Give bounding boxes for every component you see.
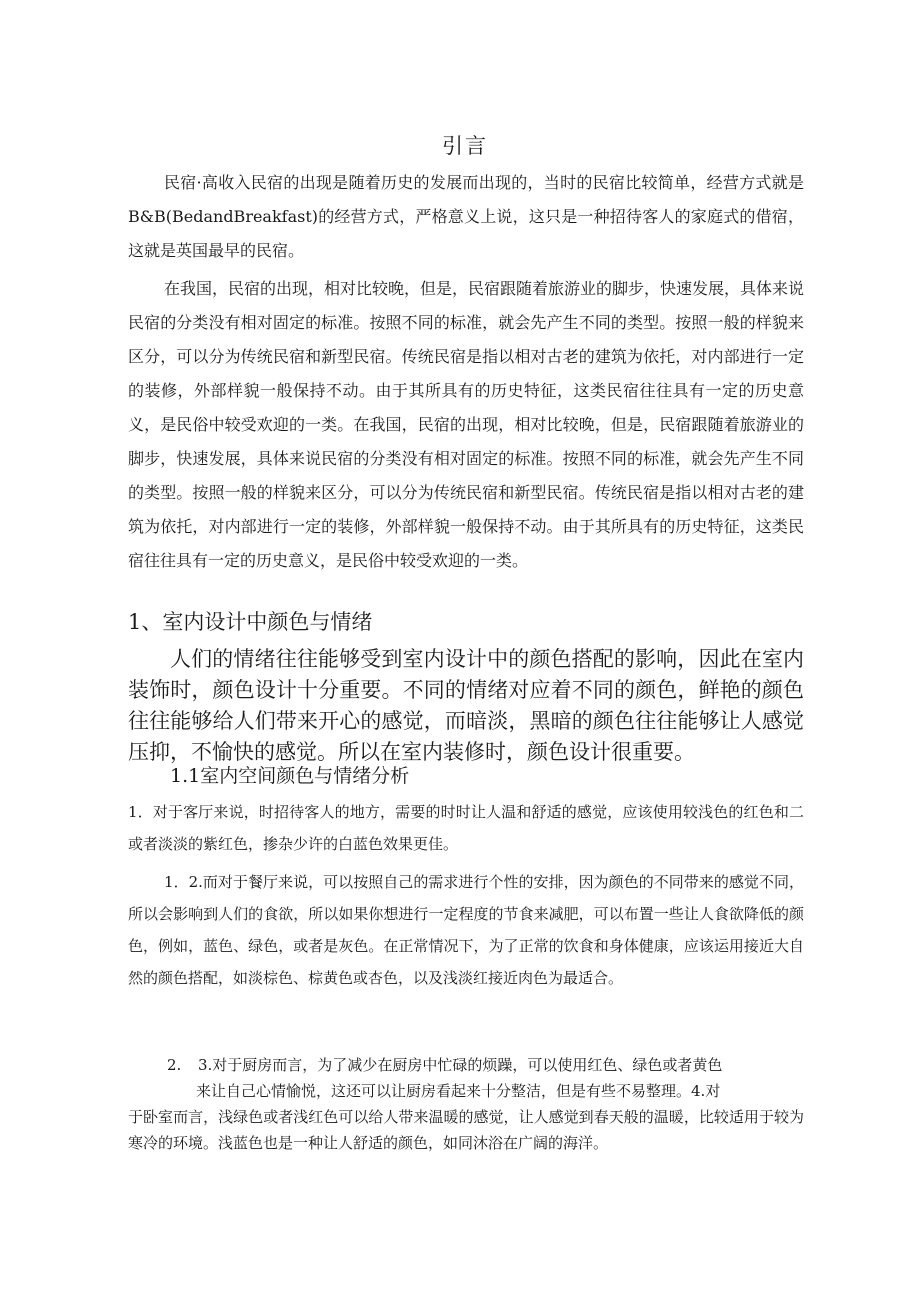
intro-paragraph-1: 民宿·高收入民宿的出现是随着历史的发展而出现的，当时的民宿比较简单，经营方式就是B&B(BedandBreakfast)的经营方式，严格意义上说，这只是一种招待客人的家庭式的借宿，这就是英国最早的民宿。 <box>128 173 804 260</box>
kitchen-line-2: 来让自己心情愉悦，这还可以让厨房看起来十分整洁，但是有些不易整理。4.对 <box>196 1082 721 1100</box>
intro-paragraph-2: 在我国，民宿的出现，相对比较晚，但是，民宿跟随着旅游业的脚步，快速发展，具体来说民宿的分类没有相对固定的标准。按照不同的标准，就会先产生不同的类型。按照一般的样貌来区分，可以分为传统民宿和新型民宿。传统民宿是指以相对古老的建筑为依托，对内部进行一定的装修，外部样貌一般保持不动。由于其所具有的历史特征，这类民宿往往具有一定的历史意义，是民俗中较受欢迎的一类。在我国，民宿的出现，相对比较晚，但是，民宿跟随着旅游业的脚步，快速发展，具体来说民宿的分类没有相对固定的标准。按照不同的标准，就会先产生不同的类型。按照一般的样貌来区分，可以分为传统民宿和新型民宿。传统民宿是指以相对古老的建筑为依托，对内部进行一定的装修，外部样貌一般保持不动。由于其所具有的历史特征，这类民宿往往具有一定的历史意义，是民俗中较受欢迎的一类。 <box>128 279 805 570</box>
bedroom-text: 于卧室而言，浅绿色或者浅红色可以给人带来温暖的感觉，让人感觉到春天般的温暖，比较适用于较为寒冷的环境。浅蓝色也是一种让人舒适的颜色，如同沐浴在广阔的海洋。 <box>128 1108 804 1152</box>
page-title: 引言 <box>442 134 488 158</box>
kitchen-line-1: 3.对于厨房而言，为了减少在厨房中忙碌的烦躁，可以使用红色、绿色或者黄色 <box>198 1056 723 1074</box>
list-item-dining-room: 1．2.而对于餐厅来说，可以按照自己的需求进行个性的安排，因为颜色的不同带来的感觉不同，所以会影响到人们的食欲，所以如果你想进行一定程度的节食来减肥，可以布置一些让人食欲降低的颜色，例如，蓝色、绿色，或者是灰色。在正常情况下，为了正常的饮食和身体健康，应该运用接近大自然的颜色搭配，如淡棕色、棕黄色或杏色，以及浅淡红接近肉色为最适合。 <box>128 873 804 987</box>
list-number: 2. <box>167 1056 182 1074</box>
section-heading: 1、室内设计中颜色与情绪 <box>128 610 373 634</box>
section-body: 人们的情绪往往能够受到室内设计中的颜色搭配的影响，因此在室内装饰时，颜色设计十分重要。不同的情绪对应着不同的颜色，鲜艳的颜色往往能够给人们带来开心的感觉，而暗淡，黑暗的颜色往往能够让人感觉压抑，不愉快的感觉。所以在室内装修时，颜色设计很重要。 <box>128 647 804 764</box>
list-item-living-room: 1．对于客厅来说，时招待客人的地方，需要的时时让人温和舒适的感觉，应该使用较浅色的红色和二或者淡淡的紫红色，掺杂少许的白蓝色效果更佳。 <box>128 803 804 853</box>
sub-section-heading: 1.1室内空间颜色与情绪分析 <box>170 765 410 787</box>
